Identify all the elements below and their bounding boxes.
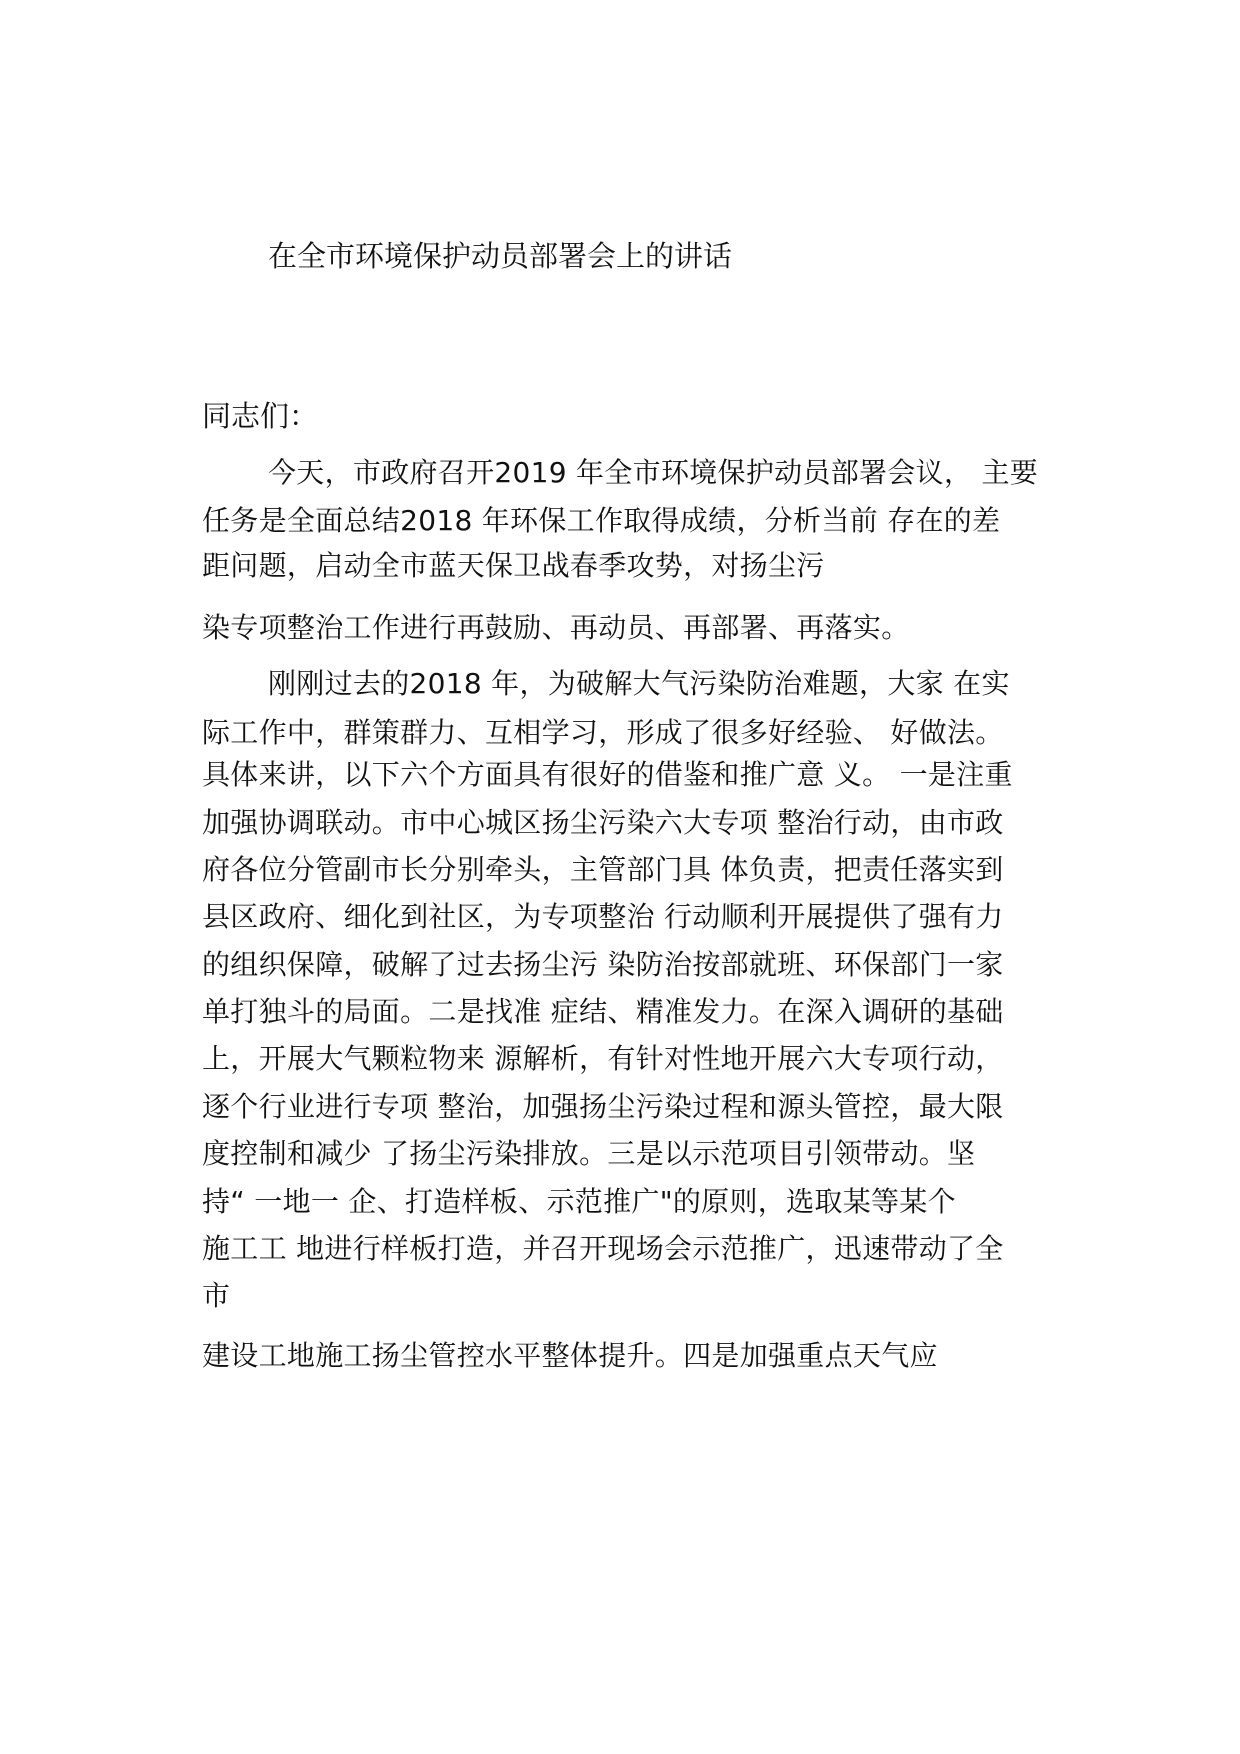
paragraph-line: 加强协调联动。市中心城区扬尘污染六大专项 整治行动，由市政 [202, 806, 1004, 839]
paragraph-line: 的组织保障，破解了过去扬尘污 染防治按部就班、环保部门一家 [202, 948, 1004, 981]
paragraph-line: 县区政府、细化到社区，为专项整治 行动顺利开展提供了强有力 [202, 900, 1004, 933]
paragraph-line: 市 [202, 1279, 231, 1312]
paragraph-line: 刚刚过去的2018 年，为破解大气污染防治难题，大家 在实 [268, 667, 1010, 700]
document-title: 在全市环境保护动员部署会上的讲话 [268, 239, 733, 273]
paragraph-line: 际工作中，群策群力、互相学习，形成了很多好经验、 好做法。 [202, 716, 1004, 749]
paragraph-line: 单打独斗的局面。二是找准 症结、精准发力。在深入调研的基础 [202, 995, 1004, 1028]
paragraph-line: 染专项整治工作进行再鼓励、再动员、再部署、再落实。 [202, 611, 910, 644]
paragraph-line: 施工工 地进行样板打造，并召开现场会示范推广，迅速带动了全 [202, 1232, 1004, 1265]
paragraph-line: 逐个行业进行专项 整治，加强扬尘污染过程和源头管控，最大限 [202, 1090, 1004, 1123]
paragraph-line: 上，开展大气颗粒物来 源解析，有针对性地开展六大专项行动， [202, 1042, 1004, 1075]
paragraph-line: 持“ 一地一 企、打造样板、示范推广"的原则，选取某等某个 [202, 1185, 956, 1218]
paragraph-line: 度控制和减少 了扬尘污染排放。三是以示范项目引领带动。坚 [202, 1137, 976, 1170]
paragraph-line: 任务是全面总结2018 年环保工作取得成绩，分析当前 存在的差 [202, 504, 1001, 537]
paragraph-line: 建设工地施工扬尘管控水平整体提升。四是加强重点天气应 [202, 1339, 938, 1372]
paragraph-line: 今天，市政府召开2019 年全市环境保护动员部署会议， 主要 [268, 456, 1039, 489]
paragraph-line: 具体来讲，以下六个方面具有很好的借鉴和推广意 义。 一是注重 [202, 758, 1013, 791]
paragraph-line: 府各位分管副市长分别牵头，主管部门具 体负责，把责任落实到 [202, 853, 1004, 886]
salutation: 同志们： [202, 399, 319, 433]
paragraph-line: 距问题，启动全市蓝天保卫战春季攻势，对扬尘污 [202, 549, 825, 582]
